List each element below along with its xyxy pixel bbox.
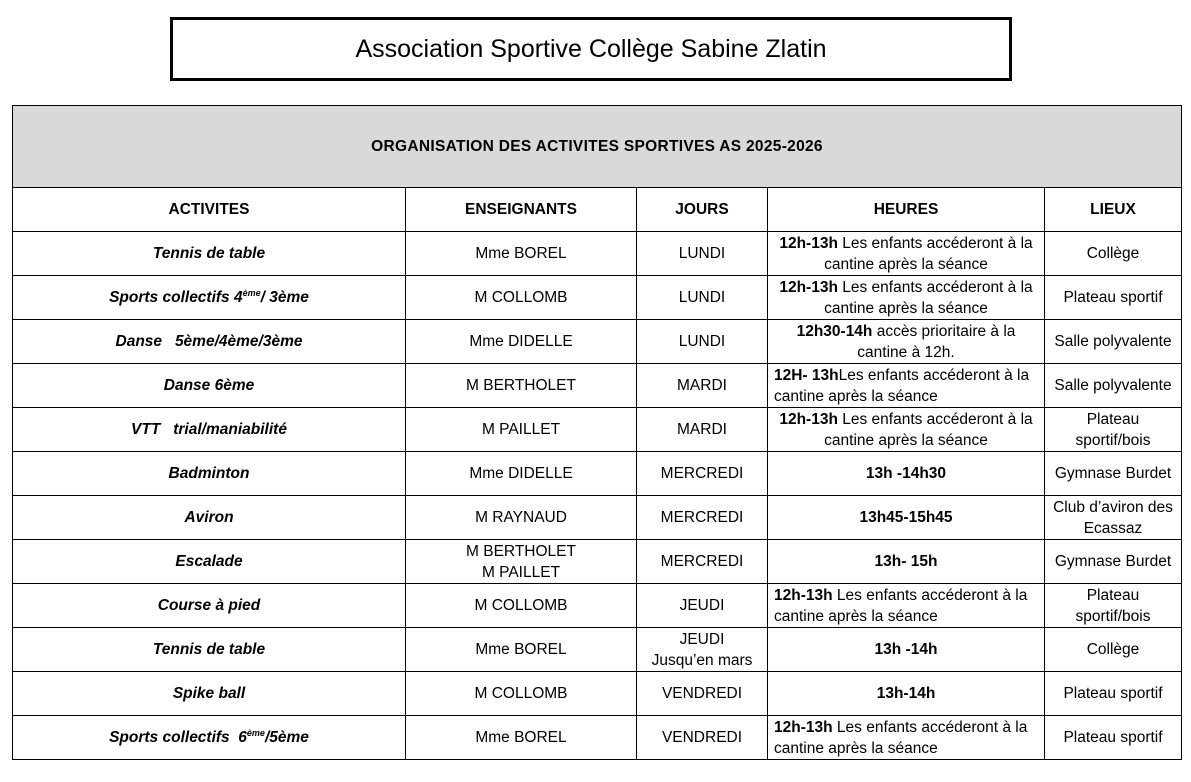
- activity-grade-superscript: ème: [242, 288, 261, 298]
- hours-cell: [768, 320, 1045, 364]
- hours-cell: [768, 364, 1045, 408]
- teacher-name: Mme BOREL: [475, 641, 567, 658]
- association-title: Association Sportive Collège Sabine Zlatin: [170, 17, 1012, 81]
- hours-cell: [768, 276, 1045, 320]
- day-cell: [637, 408, 768, 452]
- column-header-heures: HEURES: [768, 188, 1045, 232]
- hours-note: Les enfants accéderont à la cantine après la séance: [774, 366, 1030, 405]
- table-row: [13, 672, 1182, 716]
- teacher-name: M COLLOMB: [474, 685, 568, 702]
- hours-time: 13h- 15h: [874, 553, 938, 570]
- hours-cell: [768, 452, 1045, 496]
- hours-time: 12h-13h: [774, 718, 833, 736]
- hours-note: Les enfants accéderont à la cantine après la séance: [824, 234, 1033, 273]
- teacher-name: M PAILLET: [481, 563, 561, 581]
- location-cell: Plateau sportif: [1045, 672, 1182, 716]
- location-cell: Club d’aviron des Ecassaz: [1045, 496, 1182, 540]
- activity-cell: Tennis de table: [13, 628, 406, 672]
- day-text: MARDI: [677, 421, 727, 438]
- day-text: MERCREDI: [660, 465, 744, 482]
- activity-cell: Badminton: [13, 452, 406, 496]
- teacher-cell: [406, 452, 637, 496]
- day-text: MARDI: [677, 377, 727, 394]
- hours-time: 12h-13h: [779, 278, 838, 296]
- location-cell: Salle polyvalente: [1045, 320, 1182, 364]
- location-cell: Plateau sportif/bois: [1045, 584, 1182, 628]
- table-row: [13, 364, 1182, 408]
- hours-note: Les enfants accéderont à la cantine après la séance: [774, 718, 1028, 757]
- teacher-name: M BERTHOLET: [466, 377, 576, 394]
- teacher-cell: [406, 540, 637, 584]
- hours-cell: [768, 584, 1045, 628]
- hours-note: accès prioritaire à la cantine à 12h.: [857, 322, 1016, 361]
- activity-cell: Danse 6ème: [13, 364, 406, 408]
- activity-cell: VTT trial/maniabilité: [13, 408, 406, 452]
- location-cell: Plateau sportif/bois: [1045, 408, 1182, 452]
- column-header-activites: ACTIVITES: [13, 188, 406, 232]
- hours-cell: [768, 496, 1045, 540]
- activity-cell: [13, 716, 406, 760]
- teacher-cell: [406, 364, 637, 408]
- teacher-cell: [406, 584, 637, 628]
- table-row: [13, 232, 1182, 276]
- location-cell: Collège: [1045, 628, 1182, 672]
- hours-cell: [768, 672, 1045, 716]
- table-row: [13, 452, 1182, 496]
- table-row: [13, 716, 1182, 760]
- day-cell: [637, 320, 768, 364]
- location-cell: Gymnase Burdet: [1045, 540, 1182, 584]
- day-cell: [637, 672, 768, 716]
- day-text: JEUDI: [679, 630, 725, 648]
- day-text: JEUDI: [679, 597, 725, 614]
- hours-time: 12h-13h: [774, 586, 833, 604]
- day-text: VENDREDI: [661, 685, 743, 702]
- activity-name-part: Sports collectifs 6: [109, 729, 247, 746]
- location-cell: Gymnase Burdet: [1045, 452, 1182, 496]
- teacher-name: M COLLOMB: [474, 597, 568, 614]
- table-row: [13, 540, 1182, 584]
- day-cell: [637, 716, 768, 760]
- hours-cell: [768, 408, 1045, 452]
- day-cell: [637, 276, 768, 320]
- hours-note: Les enfants accéderont à la cantine après la séance: [774, 586, 1028, 625]
- day-text: MERCREDI: [660, 509, 744, 526]
- table-row: [13, 496, 1182, 540]
- hours-time: 13h -14h30: [865, 465, 947, 482]
- location-cell: Plateau sportif: [1045, 276, 1182, 320]
- hours-time: 12h-13h: [779, 410, 838, 428]
- activity-grade-superscript: ème: [246, 728, 265, 738]
- table-row: [13, 320, 1182, 364]
- activity-name-part: Sports collectifs 4: [109, 289, 243, 306]
- activity-cell: Escalade: [13, 540, 406, 584]
- teacher-cell: [406, 408, 637, 452]
- table-row: [13, 628, 1182, 672]
- hours-time: 13h-14h: [876, 685, 936, 702]
- hours-note: Les enfants accéderont à la cantine après la séance: [824, 410, 1033, 449]
- hours-cell: [768, 540, 1045, 584]
- hours-time: 12H- 13h: [774, 366, 839, 384]
- hours-time: 12h30-14h: [796, 322, 873, 340]
- teacher-name: Mme DIDELLE: [469, 333, 573, 350]
- teacher-name: Mme BOREL: [475, 729, 567, 746]
- hours-time: 12h-13h: [779, 234, 838, 252]
- day-text: LUNDI: [678, 245, 726, 262]
- location-cell: Plateau sportif: [1045, 716, 1182, 760]
- table-row: [13, 584, 1182, 628]
- teacher-cell: [406, 672, 637, 716]
- activities-table: [12, 105, 1182, 760]
- day-cell: [637, 628, 768, 672]
- teacher-name: Mme BOREL: [475, 245, 567, 262]
- table-row: [13, 408, 1182, 452]
- teacher-name: M COLLOMB: [474, 289, 568, 306]
- activity-cell: Course à pied: [13, 584, 406, 628]
- teacher-name: M PAILLET: [481, 421, 561, 438]
- teacher-name: M RAYNAUD: [475, 509, 567, 526]
- activity-name-part: /5ème: [264, 729, 309, 746]
- day-cell: [637, 452, 768, 496]
- activity-name-part: / 3ème: [260, 289, 309, 306]
- column-header-jours: JOURS: [637, 188, 768, 232]
- day-cell: [637, 364, 768, 408]
- activity-cell: Danse 5ème/4ème/3ème: [13, 320, 406, 364]
- activity-cell: [13, 276, 406, 320]
- day-text: Jusqu’en mars: [651, 651, 753, 669]
- day-text: VENDREDI: [661, 729, 743, 746]
- activity-cell: Tennis de table: [13, 232, 406, 276]
- table-row: [13, 276, 1182, 320]
- teacher-cell: [406, 320, 637, 364]
- day-text: MERCREDI: [660, 553, 744, 570]
- teacher-cell: [406, 628, 637, 672]
- hours-note: Les enfants accéderont à la cantine après la séance: [824, 278, 1033, 317]
- teacher-cell: [406, 232, 637, 276]
- location-cell: Salle polyvalente: [1045, 364, 1182, 408]
- hours-time: 13h45-15h45: [859, 509, 953, 526]
- day-cell: [637, 232, 768, 276]
- hours-cell: [768, 232, 1045, 276]
- day-cell: [637, 540, 768, 584]
- table-title: ORGANISATION DES ACTIVITES SPORTIVES AS 2025-2026: [13, 106, 1182, 188]
- teacher-cell: [406, 276, 637, 320]
- teacher-name: Mme DIDELLE: [469, 465, 573, 482]
- hours-cell: [768, 716, 1045, 760]
- location-cell: Collège: [1045, 232, 1182, 276]
- column-header-enseignants: ENSEIGNANTS: [406, 188, 637, 232]
- day-text: LUNDI: [678, 333, 726, 350]
- day-cell: [637, 584, 768, 628]
- hours-cell: [768, 628, 1045, 672]
- teacher-name: M BERTHOLET: [466, 542, 576, 560]
- teacher-cell: [406, 716, 637, 760]
- activity-cell: Aviron: [13, 496, 406, 540]
- hours-time: 13h -14h: [874, 641, 938, 658]
- teacher-cell: [406, 496, 637, 540]
- day-text: LUNDI: [678, 289, 726, 306]
- column-header-lieux: LIEUX: [1045, 188, 1182, 232]
- day-cell: [637, 496, 768, 540]
- activity-cell: Spike ball: [13, 672, 406, 716]
